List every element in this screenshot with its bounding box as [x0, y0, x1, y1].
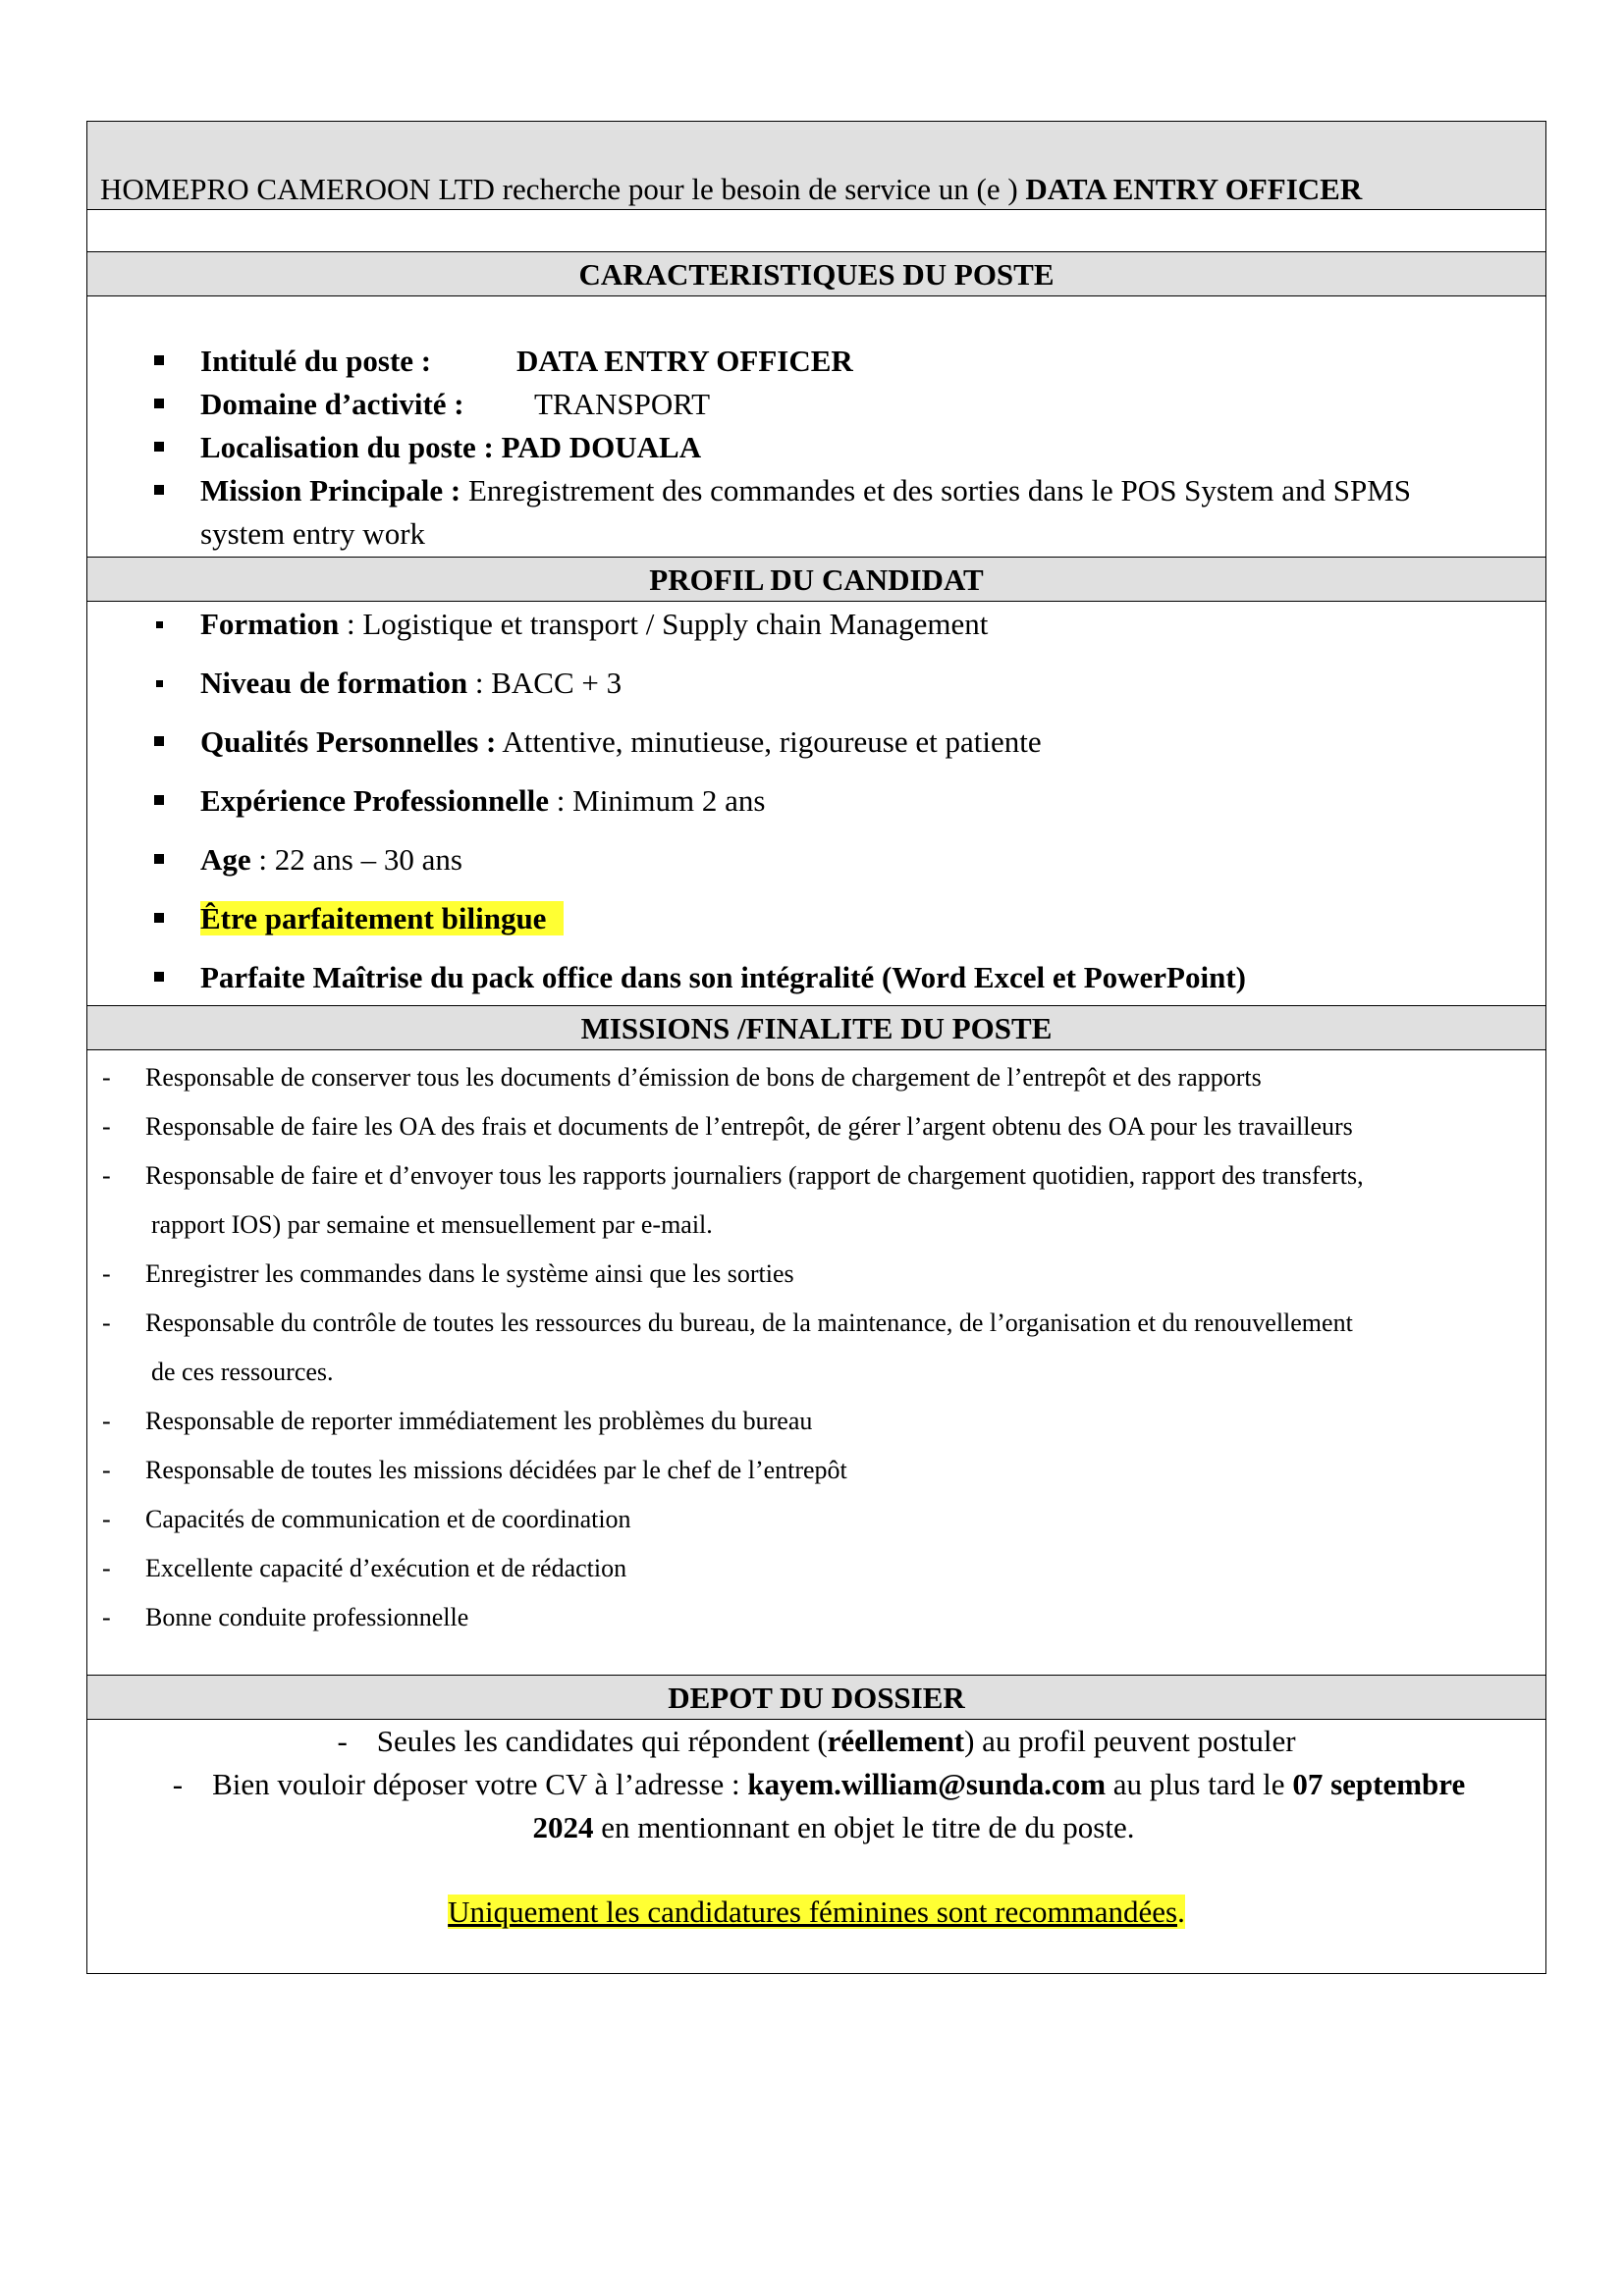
list-item — [87, 426, 1545, 469]
domaine-label: Domaine d’activité : — [200, 387, 464, 421]
mission-text: Capacités de communication et de coordination — [145, 1505, 631, 1533]
notice-line — [87, 1891, 1545, 1934]
dash-bullet: - — [337, 1724, 348, 1758]
dash-bullet: - — [102, 1161, 111, 1190]
intitule-value: DATA ENTRY OFFICER — [516, 344, 853, 378]
list-item — [87, 662, 1545, 705]
list-item — [87, 721, 1545, 764]
dash-bullet: - — [102, 1603, 111, 1631]
niveau-label: Niveau de formation — [200, 666, 468, 700]
list-item — [87, 1053, 1545, 1102]
title-row — [87, 122, 1545, 210]
list-item — [87, 1151, 1545, 1250]
bullet-square-icon — [154, 399, 164, 408]
mission-text: Excellente capacité d’exécution et de rédaction — [145, 1554, 627, 1582]
list-item — [87, 1495, 1545, 1544]
missions-body — [87, 1050, 1545, 1676]
localisation: Localisation du poste : PAD DOUALA — [200, 430, 702, 464]
mission-label: Mission Principale : — [200, 473, 461, 507]
list-item — [87, 897, 1545, 940]
list-item — [87, 383, 1545, 426]
domaine-value: TRANSPORT — [534, 387, 711, 421]
bullet-square-icon — [154, 854, 164, 864]
bullet-square-icon — [156, 680, 163, 687]
list-item — [87, 1446, 1545, 1495]
contact-email: kayem.william@sunda.com — [747, 1767, 1107, 1801]
list-item — [87, 469, 1545, 556]
female-candidates-notice: Uniquement les candidatures féminines sont recommandées — [448, 1895, 1178, 1929]
profil-body — [87, 602, 1545, 1006]
bilingue-highlight: Être parfaitement bilingue — [200, 901, 564, 935]
list-item — [87, 1250, 1545, 1299]
experience-value: : Minimum 2 ans — [549, 783, 766, 818]
posting-title — [100, 172, 1362, 207]
mission-text: Responsable de conserver tous les documents d’émission de bons de chargement de l’entrepôt et des rapports — [145, 1063, 1262, 1092]
dash-bullet: - — [102, 1407, 111, 1435]
bullet-square-icon — [156, 621, 163, 628]
dash-bullet: - — [102, 1554, 111, 1582]
bullet-square-icon — [154, 795, 164, 805]
deadline-year: 2024 — [532, 1810, 594, 1844]
bullet-square-icon — [154, 485, 164, 495]
niveau-value: : BACC + 3 — [467, 666, 623, 700]
list-item — [87, 779, 1545, 823]
mission-text: Bonne conduite professionnelle — [145, 1603, 469, 1631]
list-item — [87, 340, 1545, 383]
list-item — [87, 1544, 1545, 1593]
experience-label: Expérience Professionnelle — [200, 783, 550, 818]
age-label: Age — [200, 842, 251, 877]
section-heading-depot: DEPOT DU DOSSIER — [87, 1676, 1545, 1720]
formation-label: Formation — [200, 607, 340, 641]
depot-line-1 — [87, 1720, 1545, 1763]
title-prefix: HOMEPRO CAMEROON LTD recherche pour le besoin de service un (e ) — [100, 172, 1026, 206]
bullet-square-icon — [154, 355, 164, 365]
job-posting-table — [86, 121, 1546, 1974]
mission-text: Responsable de faire et d’envoyer tous les rapports journaliers (rapport de chargement quotidien, rapport des transferts, — [145, 1161, 1364, 1190]
section-heading-caracteristiques: CARACTERISTIQUES DU POSTE — [87, 252, 1545, 296]
office-requirement: Parfaite Maîtrise du pack office dans son intégralité (Word Excel et PowerPoint) — [200, 960, 1246, 994]
bullet-square-icon — [154, 442, 164, 452]
list-item — [87, 603, 1545, 646]
dash-bullet: - — [102, 1308, 111, 1337]
depot-text: ) au profil peuvent postuler — [964, 1724, 1296, 1758]
mission-cont: system entry work — [200, 516, 426, 551]
title-job: DATA ENTRY OFFICER — [1025, 172, 1363, 206]
intitule-label: Intitulé du poste : — [200, 344, 432, 378]
list-item — [87, 1593, 1545, 1642]
dash-bullet: - — [102, 1259, 111, 1288]
list-item — [87, 956, 1545, 999]
qualites-value: Attentive, minutieuse, rigoureuse et patiente — [496, 724, 1042, 759]
depot-line-2 — [87, 1763, 1545, 1849]
list-item — [87, 1397, 1545, 1446]
dash-bullet: - — [102, 1505, 111, 1533]
deadline-date: 07 septembre — [1292, 1767, 1466, 1801]
age-value: : 22 ans – 30 ans — [250, 842, 462, 877]
caracteristiques-body — [87, 296, 1545, 558]
bullet-square-icon — [154, 736, 164, 746]
section-heading-profil: PROFIL DU CANDIDAT — [87, 558, 1545, 602]
depot-emphasis: réellement — [827, 1724, 965, 1758]
bullet-square-icon — [154, 913, 164, 923]
bullet-square-icon — [154, 972, 164, 982]
dash-bullet: - — [102, 1063, 111, 1092]
list-item — [87, 1102, 1545, 1151]
depot-text: Bien vouloir déposer votre CV à l’adresse : — [212, 1767, 748, 1801]
dash-bullet: - — [102, 1112, 111, 1141]
mission-text: Responsable du contrôle de toutes les ressources du bureau, de la maintenance, de l’organisation et du renouvellement — [145, 1308, 1353, 1337]
mission-text: Responsable de faire les OA des frais et documents de l’entrepôt, de gérer l’argent obtenu des OA pour les travailleurs — [145, 1112, 1353, 1141]
section-heading-missions: MISSIONS /FINALITE DU POSTE — [87, 1006, 1545, 1050]
mission-text: Responsable de reporter immédiatement les problèmes du bureau — [145, 1407, 813, 1435]
depot-text: en mentionnant en objet le titre de du poste. — [593, 1810, 1135, 1844]
depot-body — [87, 1720, 1545, 1973]
list-item — [87, 1299, 1545, 1397]
mission-text: Enregistrer les commandes dans le système ainsi que les sorties — [145, 1259, 794, 1288]
depot-text: Seules les candidates qui répondent ( — [376, 1724, 828, 1758]
notice-period: . — [1177, 1895, 1185, 1929]
dash-bullet: - — [172, 1767, 184, 1801]
formation-value: : Logistique et transport / Supply chain Management — [339, 607, 989, 641]
mission-text-cont: de ces ressources. — [151, 1358, 334, 1386]
mission-text: Responsable de toutes les missions décidées par le chef de l’entrepôt — [145, 1456, 847, 1484]
depot-text: au plus tard le — [1106, 1767, 1293, 1801]
mission-value: Enregistrement des commandes et des sorties dans le POS System and SPMS — [460, 473, 1412, 507]
list-item — [87, 838, 1545, 881]
qualites-label: Qualités Personnelles : — [200, 724, 497, 759]
mission-text-cont: rapport IOS) par semaine et mensuellement par e-mail. — [151, 1210, 713, 1239]
spacer-row — [87, 210, 1545, 252]
dash-bullet: - — [102, 1456, 111, 1484]
